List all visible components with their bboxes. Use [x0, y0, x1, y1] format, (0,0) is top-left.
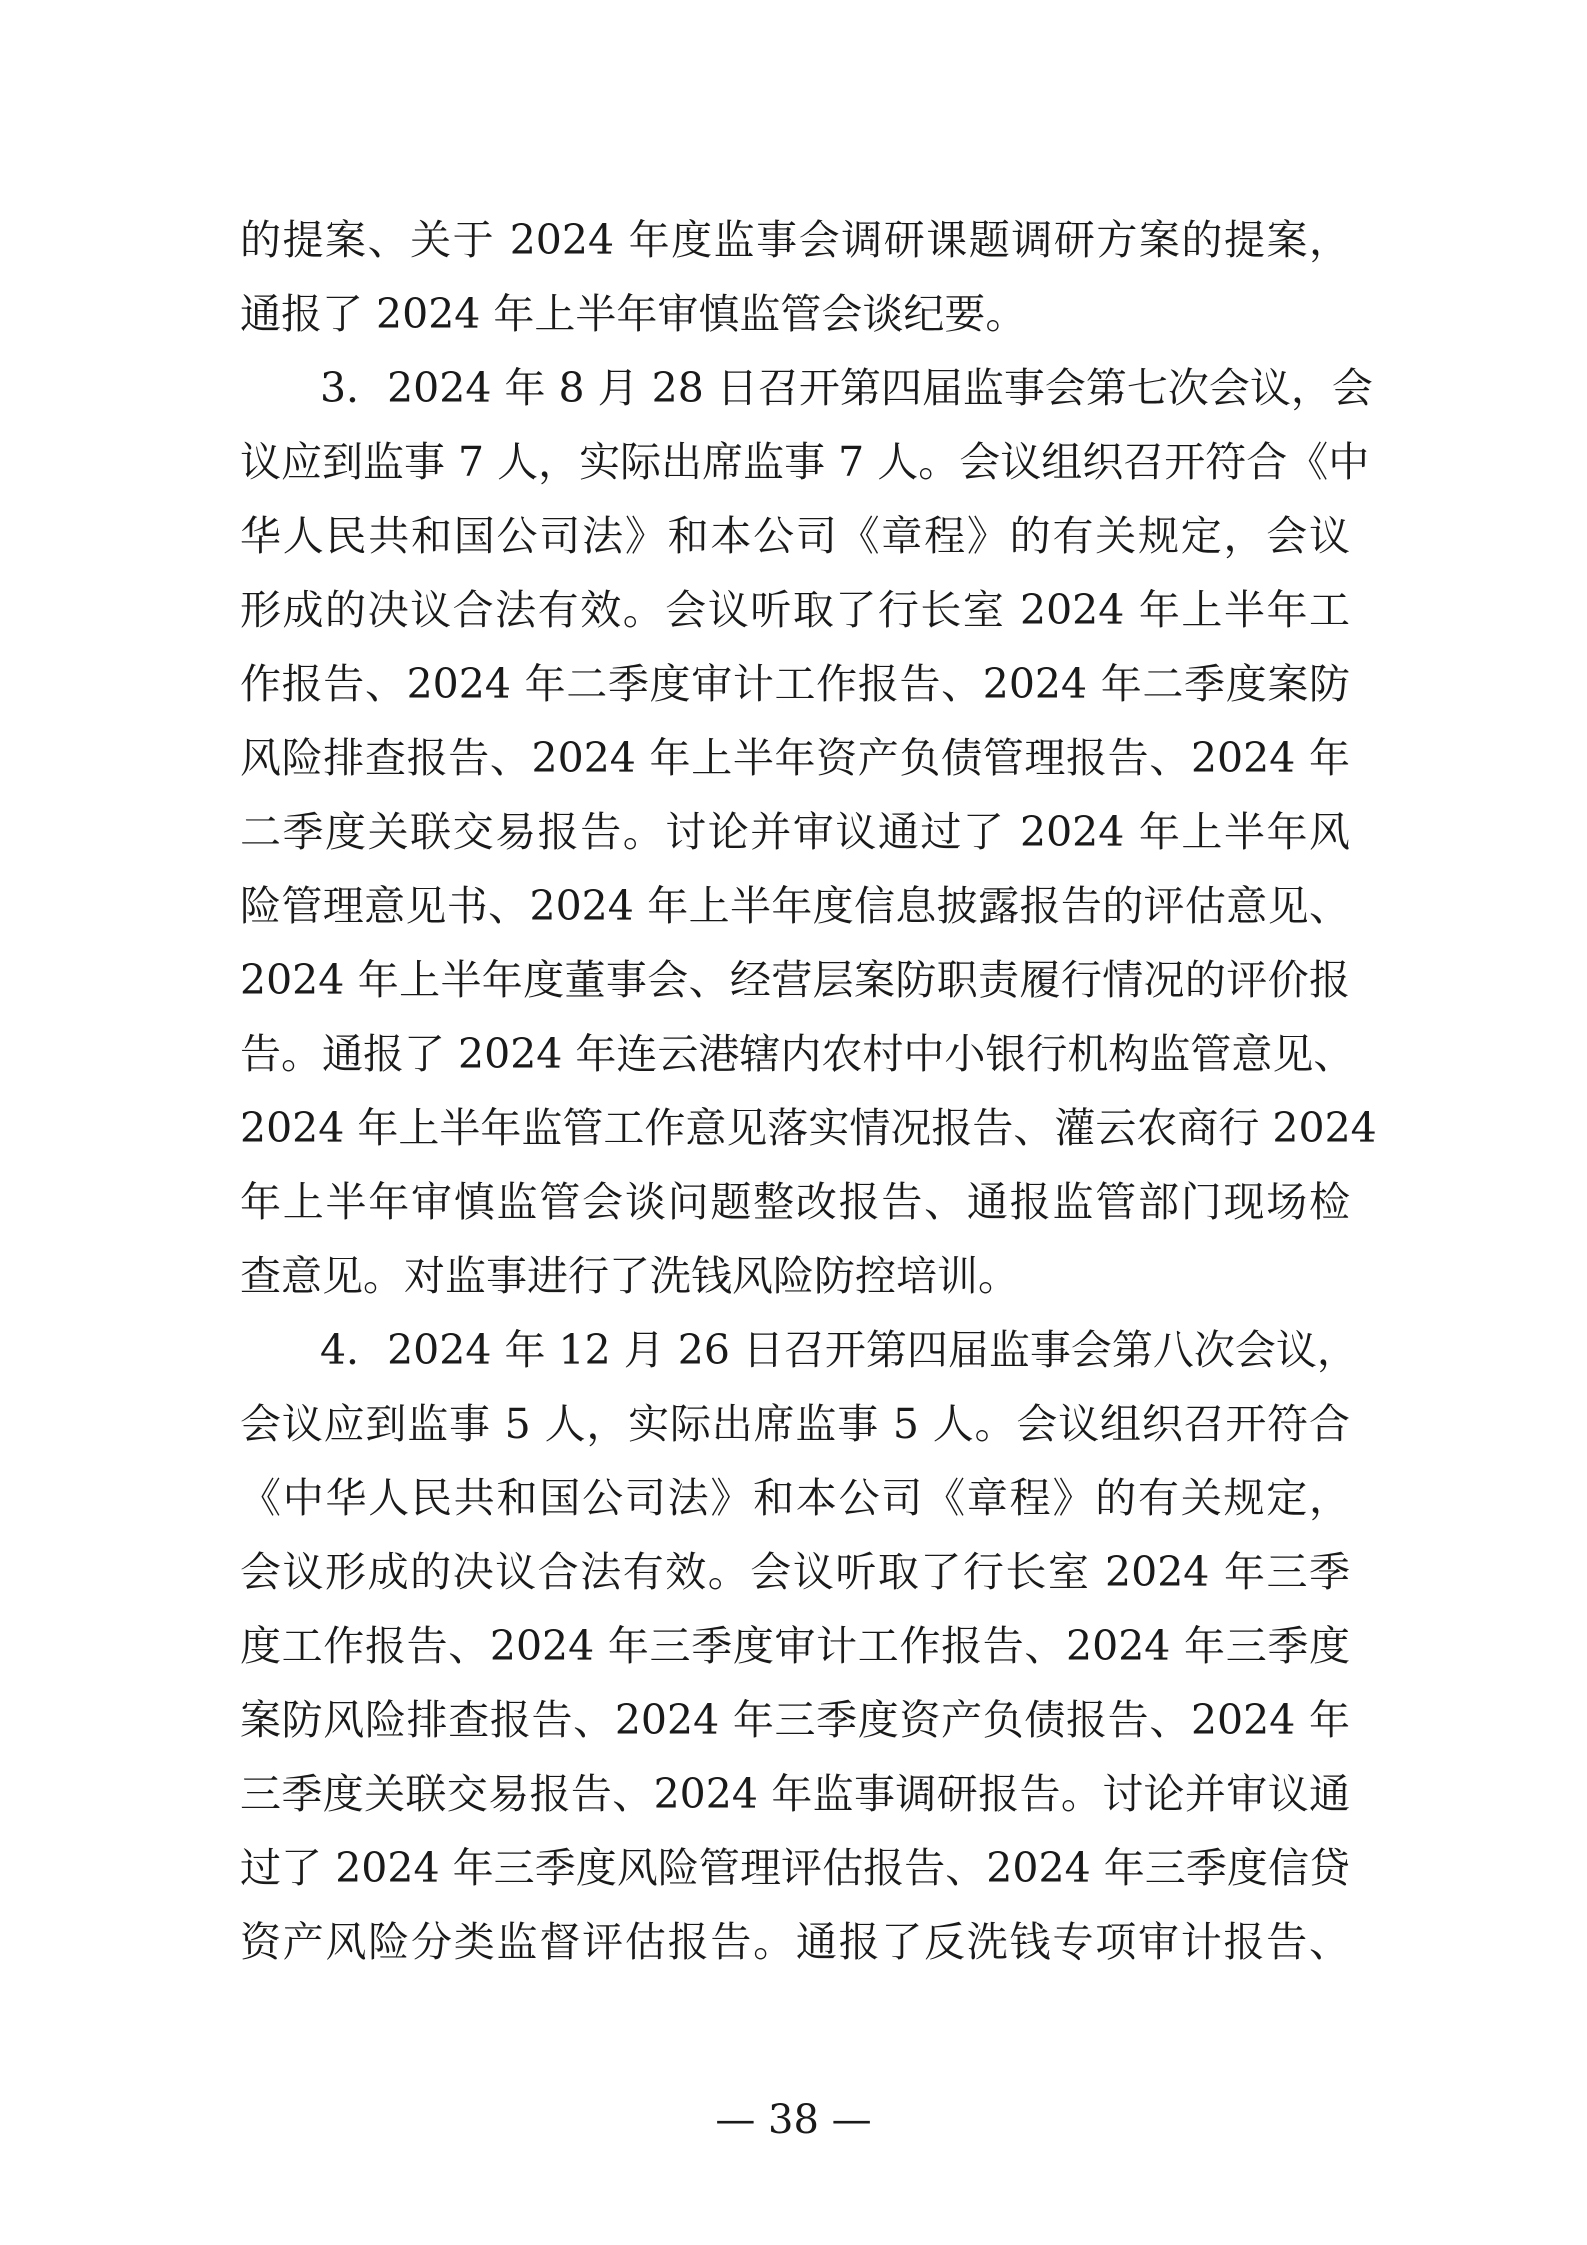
text-line: 二季度关联交易报告。讨论并审议通过了 2024 年上半年风 [240, 808, 1350, 856]
text-line: 告。通报了 2024 年连云港辖内农村中小银行机构监管意见、 [240, 1030, 1355, 1078]
text-line: 议应到监事 7 人，实际出席监事 7 人。会议组织召开符合《中 [240, 438, 1370, 486]
text-line: 三季度关联交易报告、2024 年监事调研报告。讨论并审议通 [240, 1770, 1350, 1818]
text-line: 通报了 2024 年上半年审慎监管会谈纪要。 [240, 290, 1027, 338]
text-line: 过了 2024 年三季度风险管理评估报告、2024 年三季度信贷 [240, 1844, 1350, 1892]
text-line: 会议形成的决议合法有效。会议听取了行长室 2024 年三季 [240, 1548, 1350, 1596]
text-line: 《中华人民共和国公司法》和本公司《章程》的有关规定， [240, 1474, 1350, 1522]
text-line: 形成的决议合法有效。会议听取了行长室 2024 年上半年工 [240, 586, 1350, 634]
text-line: 4．2024 年 12 月 26 日召开第四届监事会第八次会议， [320, 1326, 1358, 1374]
text-line: 资产风险分类监督评估报告。通报了反洗钱专项审计报告、 [240, 1918, 1350, 1966]
text-line: 查意见。对监事进行了洗钱风险防控培训。 [240, 1252, 1019, 1300]
text-line: 案防风险排查报告、2024 年三季度资产负债报告、2024 年 [240, 1696, 1350, 1744]
text-line: 会议应到监事 5 人，实际出席监事 5 人。会议组织召开符合 [240, 1400, 1350, 1448]
text-line: 的提案、关于 2024 年度监事会调研课题调研方案的提案， [240, 216, 1350, 264]
text-line: 度工作报告、2024 年三季度审计工作报告、2024 年三季度 [240, 1622, 1350, 1670]
text-line: 2024 年上半年监管工作意见落实情况报告、灌云农商行 2024 [240, 1104, 1377, 1152]
page-number: — 38 — [715, 2097, 872, 2143]
text-line: 年上半年审慎监管会谈问题整改报告、通报监管部门现场检 [240, 1178, 1350, 1226]
text-line: 2024 年上半年度董事会、经营层案防职责履行情况的评价报 [240, 956, 1350, 1004]
text-line: 险管理意见书、2024 年上半年度信息披露报告的评估意见、 [240, 882, 1350, 930]
text-line: 作报告、2024 年二季度审计工作报告、2024 年二季度案防 [240, 660, 1350, 708]
text-line: 风险排查报告、2024 年上半年资产负债管理报告、2024 年 [240, 734, 1350, 782]
text-line: 3．2024 年 8 月 28 日召开第四届监事会第七次会议，会 [320, 364, 1373, 412]
text-line: 华人民共和国公司法》和本公司《章程》的有关规定，会议 [240, 512, 1350, 560]
